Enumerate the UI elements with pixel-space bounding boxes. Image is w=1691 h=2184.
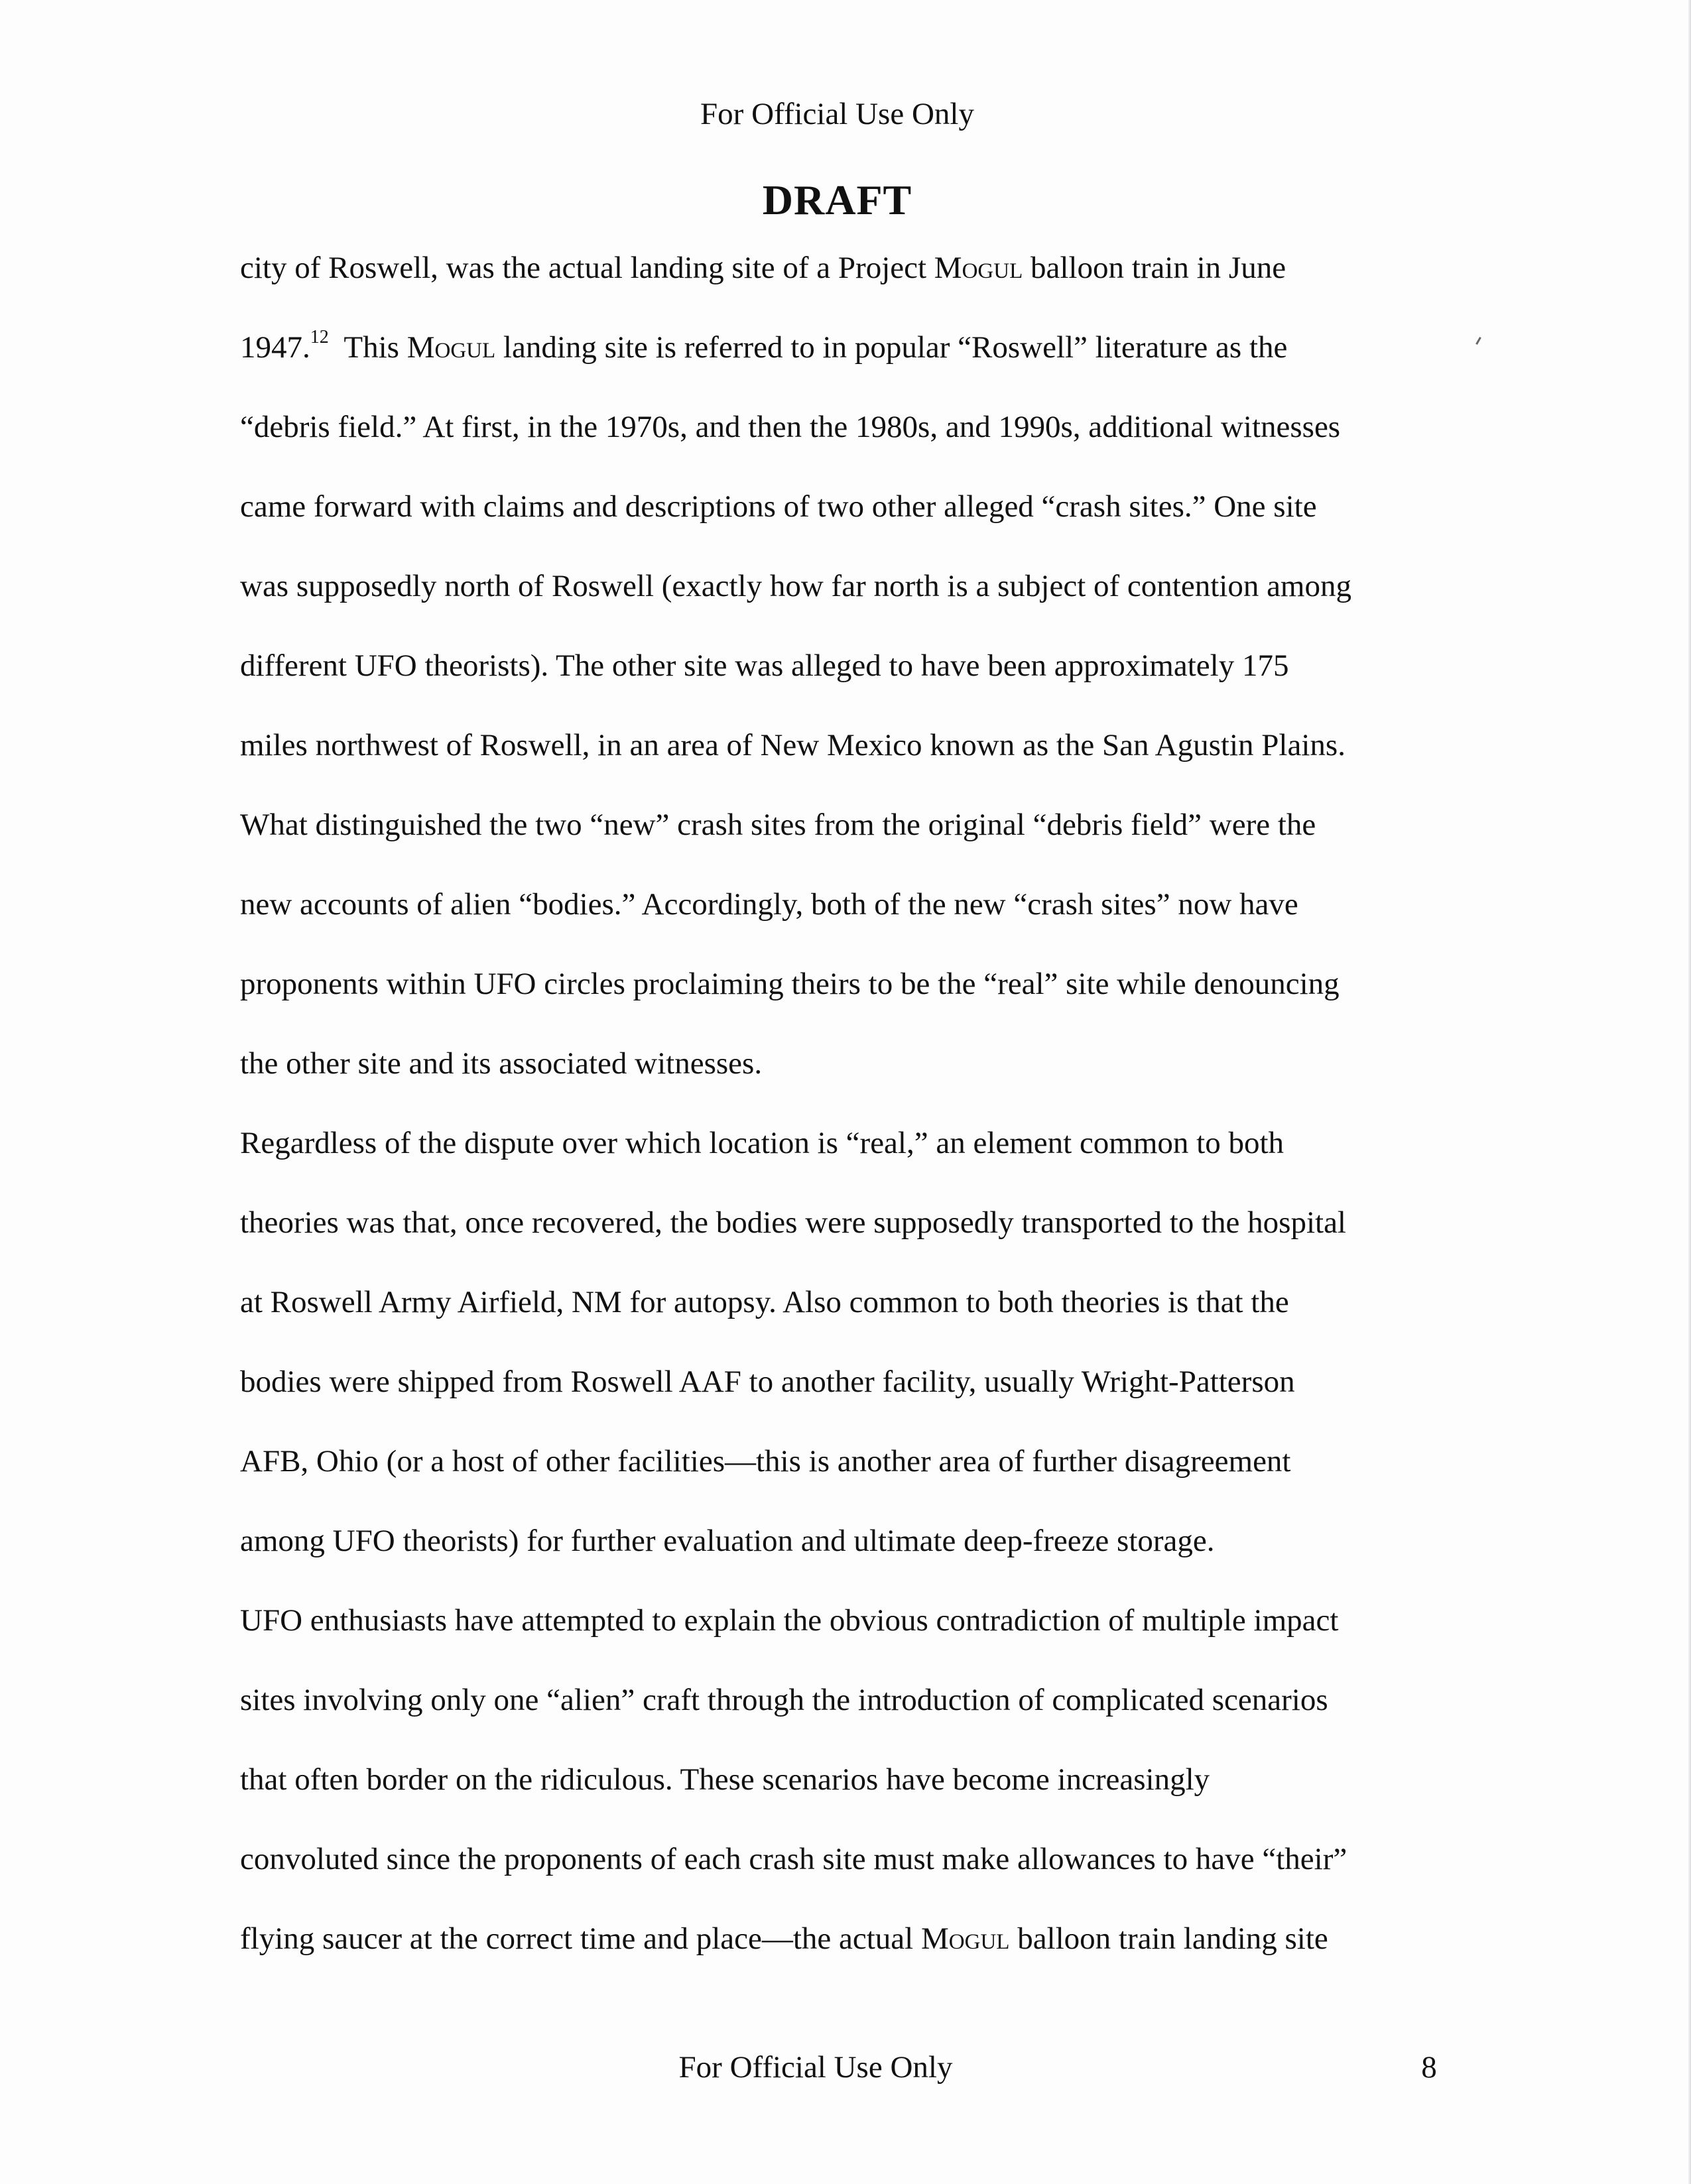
- text-line: sites involving only one “alien” craft through the introduction of complicated scenarios: [240, 1683, 1328, 1717]
- text-line: convoluted since the proponents of each crash site must make allowances to have “their”: [240, 1842, 1347, 1876]
- scan-edge-shadow: [1688, 0, 1691, 2184]
- text-line: different UFO theorists). The other site was alleged to have been approximately 175: [240, 648, 1289, 683]
- text-line: new accounts of alien “bodies.” Accordingly, both of the new “crash sites” now have: [240, 887, 1298, 922]
- text-line: among UFO theorists) for further evaluation and ultimate deep-freeze storage.: [240, 1524, 1215, 1558]
- text-line: 1947.12 This Mogul landing site is referred to in popular “Roswell” literature as the: [240, 327, 1288, 365]
- text-line: at Roswell Army Airfield, NM for autopsy. Also common to both theories is that the: [240, 1285, 1289, 1319]
- body-text: [240, 228, 1434, 1978]
- text-line: that often border on the ridiculous. These scenarios have become increasingly: [240, 1762, 1210, 1797]
- text-line: UFO enthusiasts have attempted to explain the obvious contradiction of multiple impact: [240, 1603, 1339, 1638]
- text-line: the other site and its associated witnesses.: [240, 1046, 763, 1081]
- page-number: 8: [1421, 2050, 1437, 2085]
- text-line: miles northwest of Roswell, in an area of New Mexico known as the San Agustin Plains.: [240, 728, 1346, 762]
- text-line: AFB, Ohio (or a host of other facilities—this is another area of further disagreement: [240, 1444, 1291, 1479]
- text-line: came forward with claims and descriptions of two other alleged “crash sites.” One site: [240, 489, 1317, 524]
- text-line: flying saucer at the correct time and place—the actual Mogul balloon train landing site: [240, 1921, 1328, 1956]
- text-line: was supposedly north of Roswell (exactly how far north is a subject of contention among: [240, 569, 1351, 603]
- text-line: Regardless of the dispute over which location is “real,” an element common to both: [240, 1126, 1284, 1160]
- header-classification-label: For Official Use Only: [700, 97, 974, 131]
- text-line: theories was that, once recovered, the bodies were supposedly transported to the hospital: [240, 1205, 1346, 1240]
- text-line: city of Roswell, was the actual landing site of a Project Mogul balloon train in June: [240, 251, 1286, 285]
- text-line: What distinguished the two “new” crash sites from the original “debris field” were the: [240, 808, 1316, 842]
- draft-title: DRAFT: [762, 176, 912, 223]
- footnote-reference: 12: [310, 327, 329, 347]
- text-line: proponents within UFO circles proclaiming theirs to be the “real” site while denouncing: [240, 967, 1340, 1001]
- text-line: bodies were shipped from Roswell AAF to another facility, usually Wright-Patterson: [240, 1365, 1295, 1399]
- text-line: “debris field.” At first, in the 1970s, and then the 1980s, and 1990s, additional witnesses: [240, 410, 1341, 444]
- footer-classification-label: For Official Use Only: [678, 2050, 953, 2085]
- stray-pen-mark: [1475, 337, 1481, 345]
